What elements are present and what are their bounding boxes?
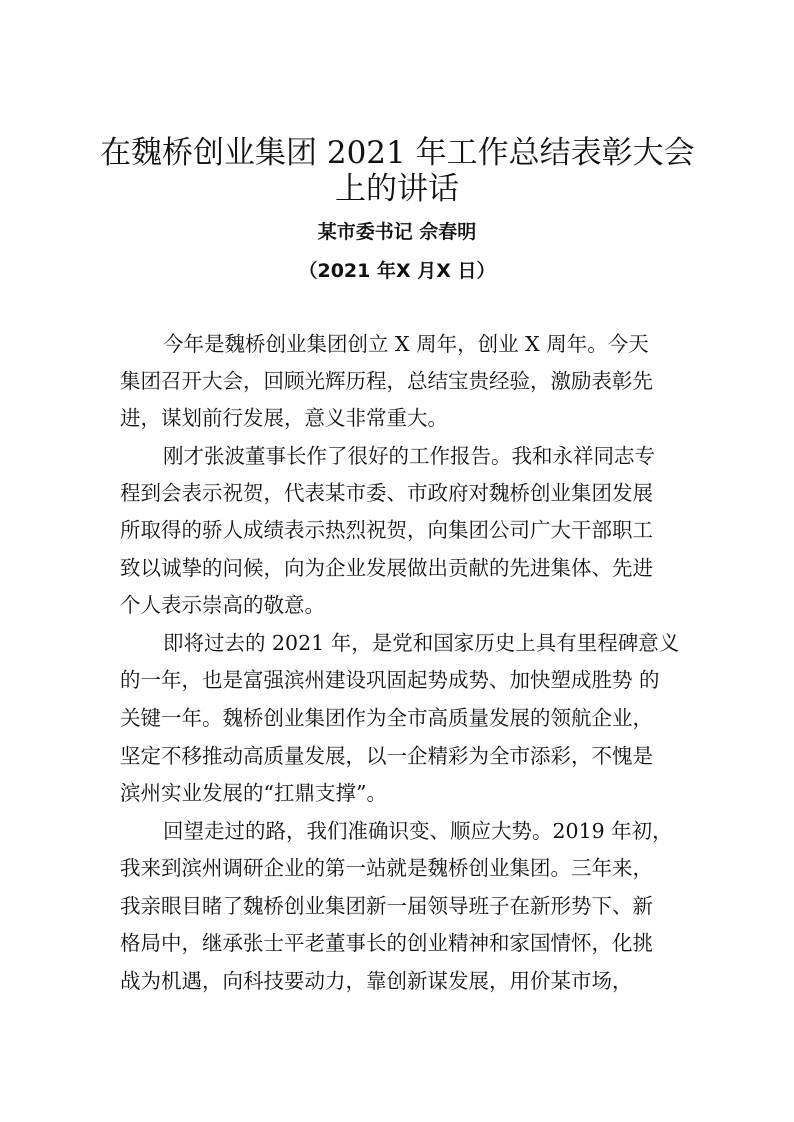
paragraph-line: 我来到滨州调研企业的第一站就是魏桥创业集团。三年来， bbox=[120, 856, 653, 880]
paragraph-line: 的一年，也是富强滨州建设巩固起势成势、加快塑成胜势 的 bbox=[120, 668, 660, 692]
paragraph-line: 战为机遇，向科技要动力，靠创新谋发展，用价某市场， bbox=[120, 969, 633, 993]
paragraph-line: 格局中，继承张士平老董事长的创业精神和家国情怀，化挑 bbox=[120, 931, 653, 955]
paragraph-line: 关键一年。魏桥创业集团作为全市高质量发展的领航企业， bbox=[120, 706, 653, 730]
speech-title-line-2: 上的讲话 bbox=[335, 171, 459, 207]
paragraph-line: 坚定不移推动高质量发展，以一企精彩为全市添彩，不愧是 bbox=[120, 744, 653, 768]
paragraph-line: 程到会表示祝贺，代表某市委、市政府对魏桥创业集团发展 bbox=[120, 481, 653, 505]
paragraph-line: 致以诚挚的问候，向为企业发展做出贡献的先进集体、先进 bbox=[120, 556, 653, 580]
paragraph-line: 今年是魏桥创业集团创立 X 周年，创业 X 周年。今天 bbox=[163, 332, 649, 356]
paragraph-line: 滨州实业发展的“扛鼎支撑”。 bbox=[120, 781, 387, 805]
paragraph-line: 回望走过的路，我们准确识变、顺应大势。2019 年初， bbox=[163, 819, 673, 843]
speech-title-line-1: 在魏桥创业集团 2021 年工作总结表彰大会 bbox=[100, 135, 695, 171]
paragraph-line: 刚才张波董事长作了很好的工作报告。我和永祥同志专 bbox=[163, 444, 655, 468]
date-line: （2021 年X 月X 日） bbox=[298, 260, 496, 282]
author-line: 某市委书记 佘春明 bbox=[317, 221, 477, 243]
paragraph-line: 我亲眼目睹了魏桥创业集团新一届领导班子在新形势下、新 bbox=[120, 894, 653, 918]
paragraph-line: 所取得的骄人成绩表示热烈祝贺，向集团公司广大干部职工 bbox=[120, 518, 653, 542]
paragraph-line: 进，谋划前行发展，意义非常重大。 bbox=[120, 406, 448, 430]
paragraph-line: 即将过去的 2021 年，是党和国家历史上具有里程碑意义 bbox=[163, 631, 680, 655]
paragraph-line: 集团召开大会，回顾光辉历程，总结宝贵经验，激励表彰先 bbox=[120, 369, 653, 393]
paragraph-line: 个人表示崇高的敬意。 bbox=[120, 593, 325, 617]
